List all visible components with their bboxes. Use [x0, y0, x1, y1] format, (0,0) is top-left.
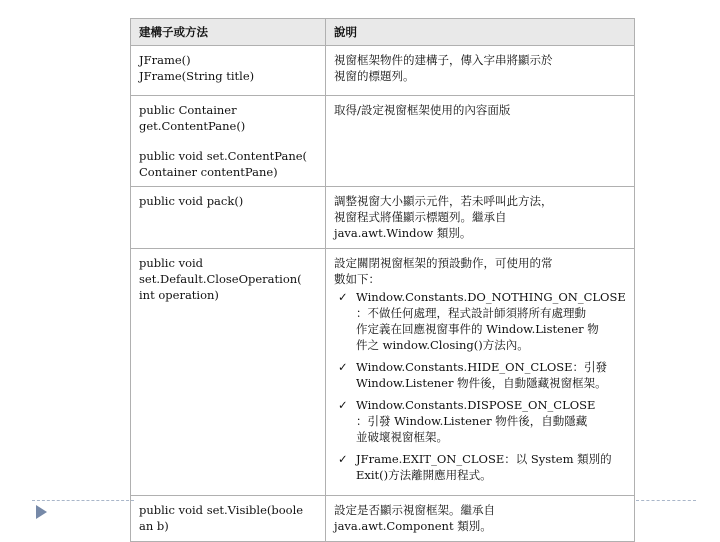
- table-row: [131, 496, 635, 542]
- method-signature: public void set.Default.CloseOperation( int operation): [139, 256, 302, 302]
- method-cell: [131, 46, 326, 96]
- method-cell: [131, 496, 326, 542]
- api-table: [130, 18, 635, 542]
- description-cell: [326, 187, 635, 249]
- check-icon: ✓: [338, 398, 348, 412]
- list-item: ✓ JFrame.EXIT_ON_CLOSE：以 System 類別的 Exit()方法離開應用程式。: [338, 452, 612, 482]
- constant-list: [334, 289, 626, 483]
- check-icon: ✓: [338, 360, 348, 374]
- list-item: ✓ Window.Constants.HIDE_ON_CLOSE：引發 Window.Listener 物件後，自動隱藏視窗框架。: [338, 360, 608, 390]
- description-cell: [326, 46, 635, 96]
- description-cell: [326, 249, 635, 496]
- header-method: 建構子或方法: [131, 19, 326, 46]
- method-signature: public Container get.ContentPane(): [139, 103, 246, 133]
- table-row: [131, 96, 635, 187]
- description-text: 調整視窗大小顯示元件，若未呼叫此方法， 視窗程式將僅顯示標題列。繼承自 java.awt.Window 類別。: [334, 194, 553, 240]
- check-icon: ✓: [338, 452, 348, 466]
- method-signature: JFrame() JFrame(String title): [139, 53, 255, 83]
- description-cell: [326, 96, 635, 187]
- list-item: ✓ Window.Constants.DISPOSE_ON_CLOSE ：引發 Window.Listener 物件後，自動隱藏 並破壞視窗框架。: [338, 398, 596, 444]
- description-text: 取得/設定視窗框架使用的內容面版: [334, 103, 511, 117]
- table-row: [131, 46, 635, 96]
- method-cell: [131, 96, 326, 187]
- decorative-dashed-line-right: [636, 500, 696, 501]
- description-text: 設定關閉視窗框架的預設動作，可使用的常 數如下：: [334, 256, 553, 286]
- table-row: [131, 187, 635, 249]
- method-cell: [131, 187, 326, 249]
- table-header-row: [131, 19, 635, 46]
- method-signature: public void pack(): [139, 194, 244, 208]
- header-description: 說明: [326, 19, 635, 46]
- decorative-dashed-line-left: [32, 500, 134, 501]
- method-signature: public void set.ContentPane( Container contentPane): [139, 149, 308, 179]
- table-row: [131, 249, 635, 496]
- description-text: 設定是否顯示視窗框架。繼承自 java.awt.Component 類別。: [334, 503, 495, 533]
- description-cell: [326, 496, 635, 542]
- play-arrow-icon: [36, 505, 47, 519]
- method-signature: public void set.Visible(boole an b): [139, 503, 304, 533]
- list-item: ✓ Window.Constants.DO_NOTHING_ON_CLOSE ：不做任何處理，程式設計師須將所有處理動 作定義在回應視窗事件的 Window.Listener 物 件之 window.Closing()方法內。: [338, 290, 626, 352]
- method-cell: [131, 249, 326, 496]
- description-text: 視窗框架物件的建構子，傳入字串將顯示於 視窗的標題列。: [334, 53, 553, 83]
- check-icon: ✓: [338, 290, 348, 304]
